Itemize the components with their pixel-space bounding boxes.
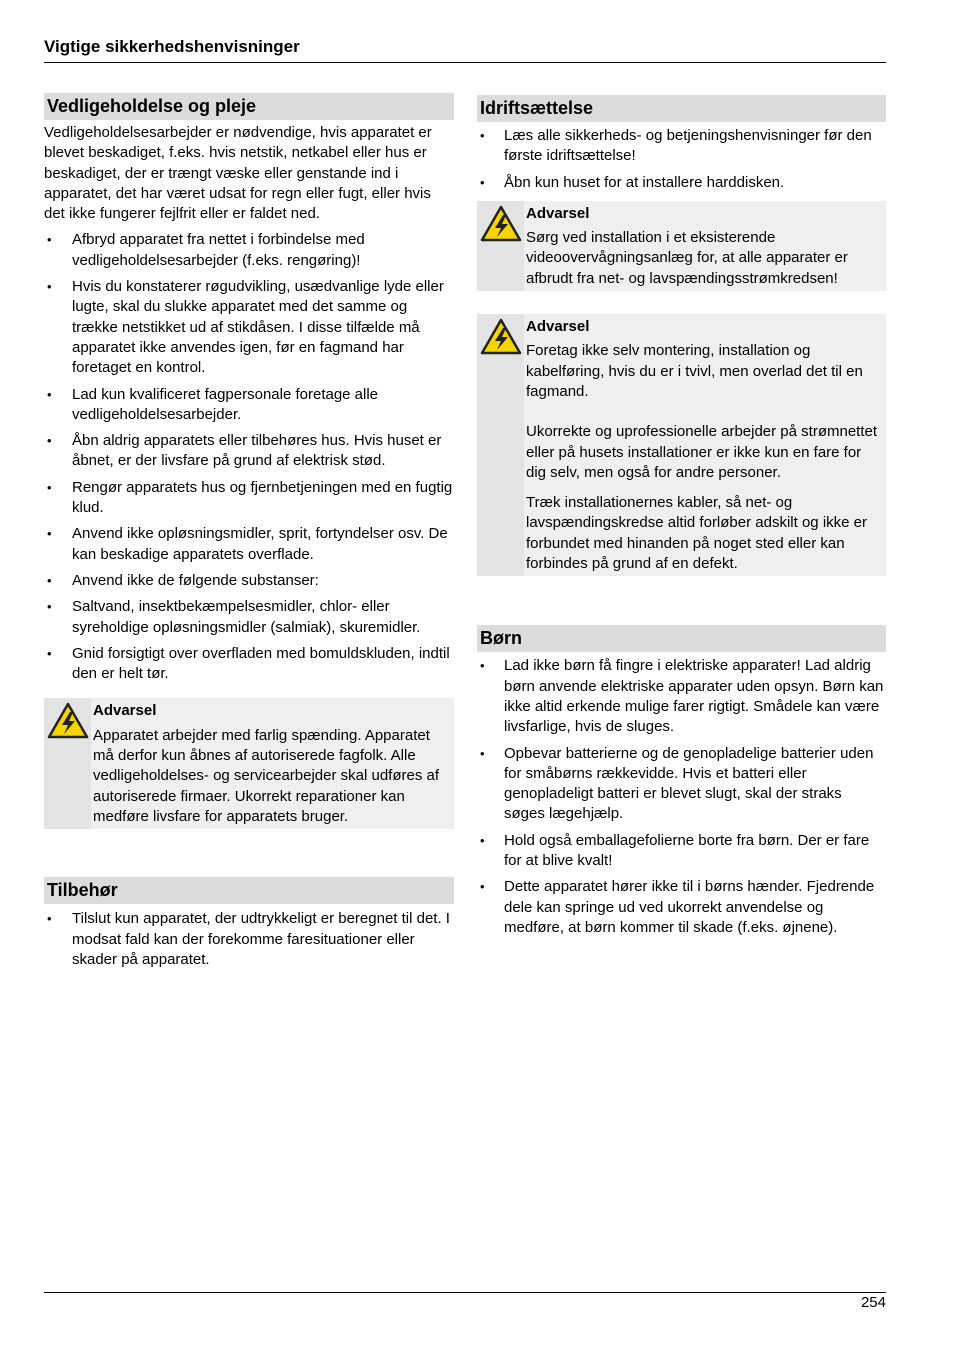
- warning-title: Advarsel: [526, 204, 590, 222]
- warning-box-maintenance: [44, 698, 454, 829]
- warning-paragraph: Træk installationernes kabler, så net- og lavspændingskredse altid forløber adskilt og ikke er forbundet med hinanden på noget sted eller kan forbindes på grund af en defekt.: [526, 494, 867, 573]
- list-item: • Dette apparatet hører ikke til i børns hænder. Fjedrende dele kan springe ud ved ukorrekt anvendelse og medføre, at børn kommer til skade (f.eks. øjnene).: [477, 877, 886, 938]
- accessories-list: [44, 909, 454, 970]
- warning-text: Apparatet arbejder med farlig spænding. Apparatet må derfor kun åbnes af autoriserede fagfolk. Alle vedligeholdelses- og servicearbejder skal udføres af autoriserede firmaer. Ukorrekt reparationer kan medføre livsfare for apparatets bruger.: [93, 726, 440, 825]
- high-voltage-warning-icon: [47, 702, 89, 740]
- list-item: • Opbevar batterierne og de genopladelige batterier uden for småbørns rækkevidde. Hvis et batteri eller genopladeligt batteri er blevet slugt, skal der straks søges lægehjælp.: [477, 744, 886, 825]
- list-item: • Saltvand, insektbekæmpelsesmidler, chlor- eller syreholdige opløsningsmidler (salmiak), skuremidler.: [44, 597, 454, 638]
- warning-text: Sørg ved installation i et eksisterende videoovervågningsanlæg for, at alle apparater er afbrudt fra net- og lavspændingsstrømkredsen!: [526, 229, 848, 287]
- list-item: • Gnid forsigtigt over overfladen med bomuldskluden, indtil den er helt tør.: [44, 644, 454, 685]
- section-title-accessories: Tilbehør: [44, 877, 454, 904]
- header-rule: [44, 62, 886, 63]
- list-item: • Rengør apparatets hus og fjernbetjeningen med en fugtig klud.: [44, 478, 454, 519]
- maintenance-intro: Vedligeholdelsesarbejder er nødvendige, hvis apparatet er blevet beskadiget, f.eks. hvis netstik, netkabel eller hus er beskadiget, der er trængt væske eller genstande ind i apparatet, det har været udsat for regn eller fugt, eller hvis det ikke fungerer fejlfrit eller er faldet ned.: [44, 124, 432, 223]
- list-item: • Hold også emballagefolierne borte fra børn. Der er fare for at blive kvalt!: [477, 831, 886, 872]
- high-voltage-warning-icon: [480, 318, 522, 356]
- list-item: • Anvend ikke opløsningsmidler, sprit, fortyndelser osv. De kan beskadige apparatets overflade.: [44, 524, 454, 565]
- left-column: [44, 93, 454, 976]
- warning-box-startup-1: [477, 201, 886, 291]
- list-item: • Lad kun kvalificeret fagpersonale foretage alle vedligeholdelsesarbejder.: [44, 385, 454, 426]
- section-title-startup: Idriftsættelse: [477, 95, 886, 122]
- list-item: • Læs alle sikkerheds- og betjeningshenvisninger før den første idriftsættelse!: [477, 126, 886, 167]
- maintenance-list: [44, 230, 454, 684]
- list-item: • Lad ikke børn få fingre i elektriske apparater! Lad aldrig børn anvende elektriske apparater uden opsyn. Børn kan ikke altid erkende mulige farer rigtigt. Smådele kan være livsfarlige, hvis de sluges.: [477, 656, 886, 737]
- section-title-children: Børn: [477, 625, 886, 652]
- footer-rule: [44, 1292, 886, 1293]
- list-item: • Åbn aldrig apparatets eller tilbehøres hus. Hvis huset er åbnet, er der livsfare på grund af elektrisk stød.: [44, 431, 454, 472]
- warning-paragraph: Ukorrekte og uprofessionelle arbejder på strømnettet eller på husets installationer er ikke kun en fare for dig selv, men også for andre personer.: [526, 423, 878, 481]
- list-item: • Tilslut kun apparatet, der udtrykkeligt er beregnet til det. I modsat fald kan der forekomme faresituationer eller skader på apparatet.: [44, 909, 454, 970]
- high-voltage-warning-icon: [480, 205, 522, 243]
- warning-paragraph: Foretag ikke selv montering, installation og kabelføring, hvis du er i tvivl, men overlad det til en fagmand.: [526, 342, 863, 400]
- list-item: • Åbn kun huset for at installere harddisken.: [477, 173, 886, 193]
- list-item: • Anvend ikke de følgende substanser:: [44, 571, 454, 591]
- warning-title: Advarsel: [526, 318, 590, 336]
- warning-box-startup-2: [477, 314, 886, 576]
- startup-list: [477, 126, 886, 193]
- right-column: [477, 95, 886, 944]
- page-header-title: Vigtige sikkerhedshenvisninger: [44, 37, 300, 56]
- section-title-maintenance: Vedligeholdelse og pleje: [44, 93, 454, 120]
- children-list: [477, 656, 886, 938]
- warning-title: Advarsel: [93, 702, 157, 720]
- page-number: 254: [860, 1294, 886, 1311]
- list-item: • Afbryd apparatet fra nettet i forbindelse med vedligeholdelsesarbejder (f.eks. rengøring)!: [44, 230, 454, 271]
- list-item: • Hvis du konstaterer røgudvikling, usædvanlige lyde eller lugte, skal du slukke apparatet med det samme og trække netstikket ud af stikdåsen. I disse tilfælde må apparatet ikke anvendes igen, før en fagmand har foretaget en kontrol.: [44, 277, 454, 378]
